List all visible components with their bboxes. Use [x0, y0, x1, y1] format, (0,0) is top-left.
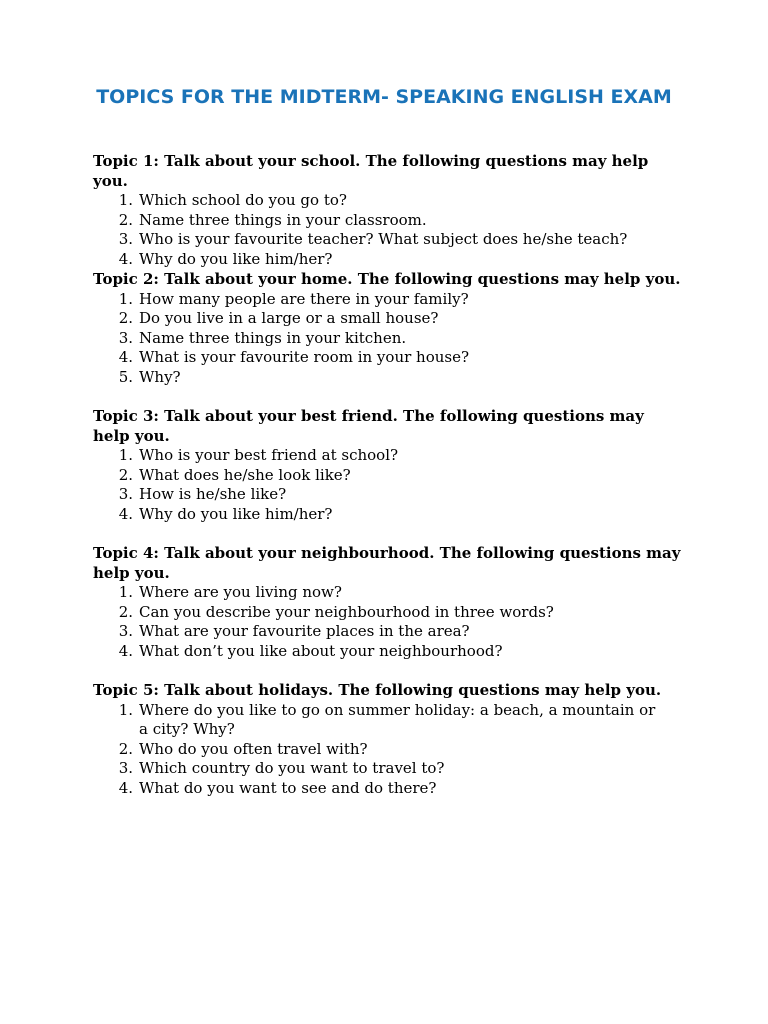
question-text: What don’t you like about your neighbourhood?	[139, 641, 503, 660]
list-number: 3.	[118, 230, 133, 249]
question-list	[93, 446, 683, 524]
topic-heading: Topic 2: Talk about your home. The following questions may help you.	[93, 270, 681, 288]
list-item	[93, 622, 683, 642]
list-number: 1.	[118, 289, 133, 308]
question-text: Why do you like him/her?	[139, 249, 333, 268]
topic-section-5	[93, 681, 683, 799]
topic-heading: Topic 4: Talk about your neighbourhood. The following questions may help you.	[93, 544, 681, 582]
list-item	[93, 603, 683, 623]
topic-section-1	[93, 152, 683, 270]
list-number: 2.	[118, 210, 133, 229]
question-list	[93, 191, 683, 269]
topic-section-3	[93, 407, 683, 525]
list-number: 5.	[118, 367, 133, 386]
topic-heading: Topic 3: Talk about your best friend. The following questions may help you.	[93, 407, 644, 445]
question-text: Who is your best friend at school?	[139, 446, 399, 465]
list-item	[93, 191, 683, 211]
question-text: How is he/she like?	[139, 485, 287, 504]
question-text: Which country do you want to travel to?	[139, 759, 445, 778]
list-number: 4.	[118, 504, 133, 523]
list-item	[93, 348, 683, 368]
question-list	[93, 583, 683, 661]
list-number: 3.	[118, 328, 133, 347]
list-item	[93, 740, 683, 760]
list-number: 4.	[118, 778, 133, 797]
question-text: What do you want to see and do there?	[139, 778, 437, 797]
list-item	[93, 505, 683, 525]
list-item	[93, 329, 683, 349]
topic-section-4	[93, 544, 683, 662]
list-item	[93, 290, 683, 310]
question-text: Name three things in your classroom.	[139, 210, 427, 229]
question-text: Can you describe your neighbourhood in three words?	[139, 602, 554, 621]
list-number: 3.	[118, 485, 133, 504]
question-text: Who do you often travel with?	[139, 739, 368, 758]
list-number: 3.	[118, 759, 133, 778]
question-text: Where do you like to go on summer holiday: a beach, a mountain or a city? Why?	[139, 700, 656, 739]
list-number: 2.	[118, 739, 133, 758]
topic-heading: Topic 1: Talk about your school. The following questions may help you.	[93, 152, 649, 190]
question-text: What does he/she look like?	[139, 465, 351, 484]
question-list	[93, 701, 683, 799]
list-item	[93, 309, 683, 329]
list-number: 1.	[118, 583, 133, 602]
list-number: 3.	[118, 622, 133, 641]
list-item	[93, 211, 683, 231]
question-text: Who is your favourite teacher? What subject does he/she teach?	[139, 230, 628, 249]
list-item	[93, 446, 683, 466]
topic-section-2	[93, 270, 683, 388]
list-number: 2.	[118, 602, 133, 621]
question-text: What are your favourite places in the area?	[139, 622, 470, 641]
document-title: TOPICS FOR THE MIDTERM- SPEAKING ENGLISH EXAM	[96, 86, 672, 108]
list-item	[93, 701, 683, 740]
list-item	[93, 779, 683, 799]
list-item	[93, 485, 683, 505]
list-item	[93, 642, 683, 662]
question-text: What is your favourite room in your house?	[139, 348, 470, 367]
question-text: Why?	[139, 367, 181, 386]
list-number: 4.	[118, 348, 133, 367]
question-text: How many people are there in your family?	[139, 289, 469, 308]
question-text: Where are you living now?	[139, 583, 342, 602]
list-number: 4.	[118, 641, 133, 660]
list-item	[93, 466, 683, 486]
list-number: 1.	[118, 700, 133, 719]
topic-heading: Topic 5: Talk about holidays. The following questions may help you.	[93, 681, 662, 699]
list-item	[93, 759, 683, 779]
list-number: 1.	[118, 446, 133, 465]
list-number: 2.	[118, 465, 133, 484]
list-number: 4.	[118, 249, 133, 268]
question-list	[93, 290, 683, 388]
question-text: Why do you like him/her?	[139, 504, 333, 523]
question-text: Do you live in a large or a small house?	[139, 309, 439, 328]
list-number: 1.	[118, 191, 133, 210]
list-item	[93, 368, 683, 388]
list-item	[93, 250, 683, 270]
list-number: 2.	[118, 309, 133, 328]
list-item	[93, 583, 683, 603]
list-item	[93, 230, 683, 250]
question-text: Which school do you go to?	[139, 191, 347, 210]
question-text: Name three things in your kitchen.	[139, 328, 407, 347]
